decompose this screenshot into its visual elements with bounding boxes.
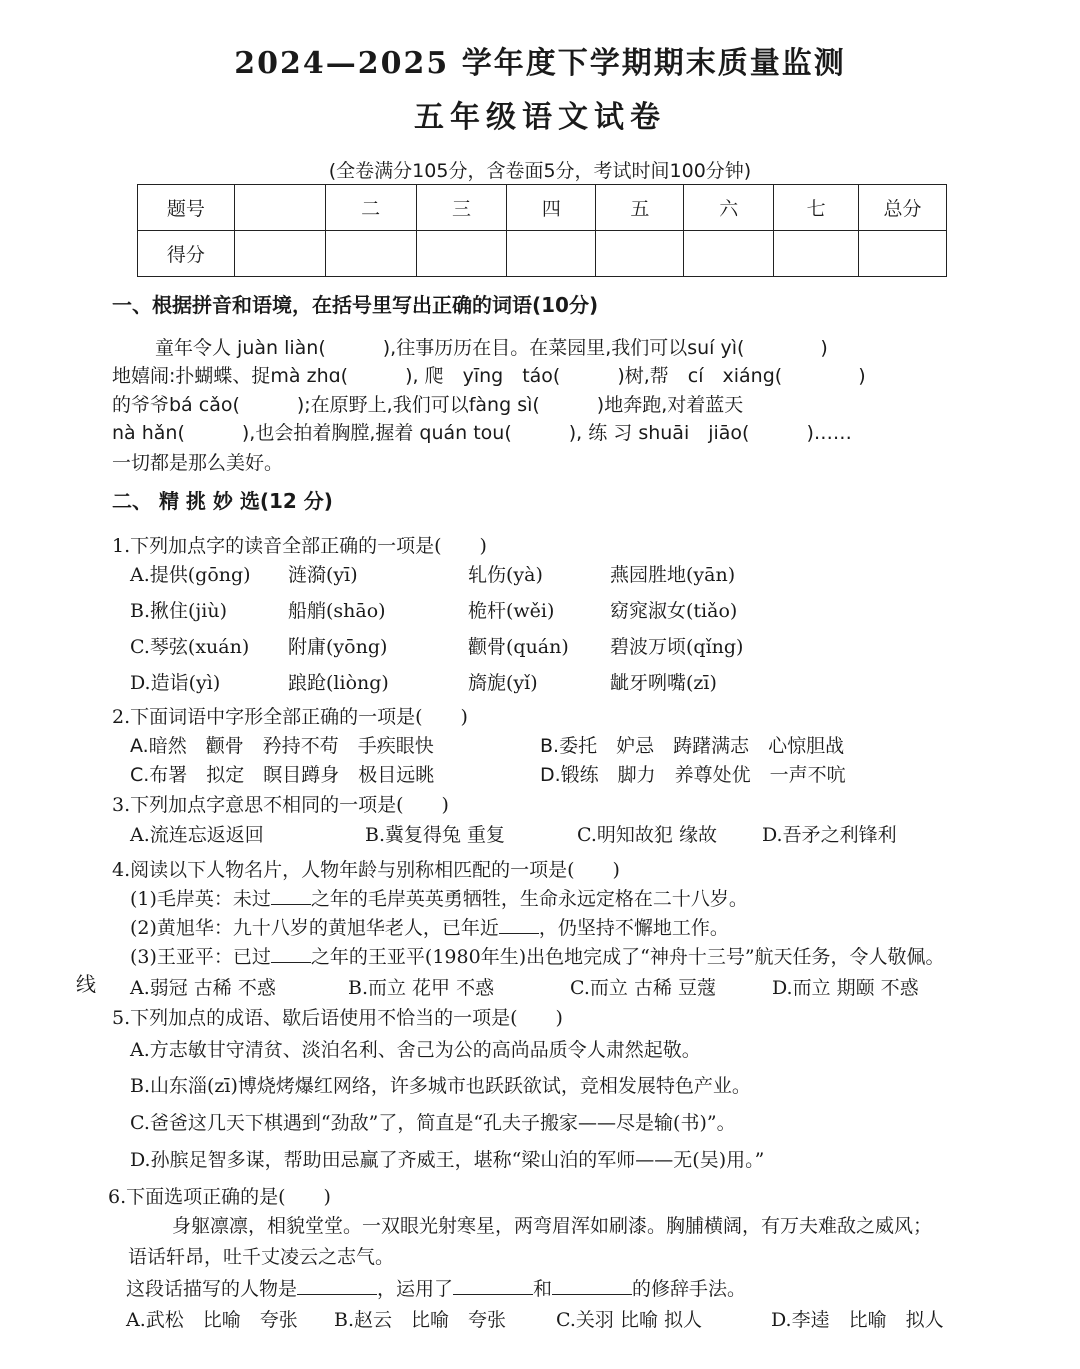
score-cell[interactable] [596,231,684,277]
s1-line-2: 地嬉闹:扑蝴蝶、捉mà zhɑ( ), 爬 yīng táo( )树,帮 cí xiáng( ) [112,365,866,387]
table-cell: 题号 [138,185,235,231]
q3-options [130,822,897,848]
section-1-title: 一、根据拼音和语境，在括号里写出正确的词语(10分) [112,293,599,317]
exam-title: 2024—2025 学年度下学期期末质量监测 [234,46,846,81]
score-table [137,184,947,277]
option-text: B.冀复得兔 重复 [365,824,506,846]
option-text: 涟漪(yī) [288,564,358,586]
q4-options [130,975,919,1001]
fill-blank[interactable] [271,886,311,905]
option-text: D.吾矛之利锋利 [762,824,897,846]
option-text: D.造诣(yì) [130,672,221,694]
question-5: 5.下列加点的成语、歇后语使用不恰当的一项是( ) [112,1007,563,1029]
option-text: 附庸(yōng) [288,636,388,658]
q6-options [126,1307,944,1333]
table-cell [234,185,325,231]
score-cell[interactable] [859,231,947,277]
option-text: A.暗然 颧骨 矜持不苟 手疾眼快 [130,735,434,757]
option-text: D.而立 期颐 不惑 [772,977,919,999]
score-cell[interactable] [325,231,416,277]
item-text: 之年的毛岸英英勇牺牲，生命永远定格在二十八岁。 [310,888,748,910]
exam-subtitle: 五年级语文试卷 [414,100,666,135]
table-cell: 三 [416,185,507,231]
option-text: 颧骨(quán) [468,636,569,658]
score-cell[interactable] [684,231,774,277]
option-text: B.而立 花甲 不惑 [348,977,495,999]
option-text: 窈窕淑女(tiǎo) [610,600,738,622]
option-text: A.武松 比喻 夸张 [126,1309,298,1331]
fill-blank[interactable] [297,1276,377,1295]
option-text: 旖旎(yǐ) [468,672,538,694]
option-text: 燕园胜地(yān) [610,564,736,586]
option-text: 船艄(shāo) [288,600,386,622]
table-cell: 二 [325,185,416,231]
q5-option-c: C.爸爸这几天下棋遇到“劲敌”了，简直是“孔夫子搬家——尽是输(书)”。 [130,1112,736,1134]
item-text: 和 [533,1278,553,1300]
option-text: C.关羽 比喻 拟人 [556,1309,702,1331]
q4-item-1 [130,886,748,912]
item-text: (1)毛岸英：未过 [130,888,271,910]
question-6: 6.下面选项正确的是( ) [108,1186,331,1208]
q2-options-cd [130,762,846,788]
score-cell[interactable] [234,231,325,277]
option-text: D.李逵 比喻 拟人 [771,1309,944,1331]
score-table-score-row [138,231,947,277]
section-2-title: 二、 精 挑 妙 选(12 分) [112,489,333,513]
q1-option-c [130,634,743,660]
option-text: C.而立 古稀 豆蔻 [570,977,716,999]
option-text: C.琴弦(xuán) [130,636,250,658]
table-cell: 得分 [138,231,235,277]
item-text: (3)王亚平：已过 [130,946,271,968]
option-text: C.明知故犯 缘故 [577,824,717,846]
table-cell: 总分 [859,185,947,231]
question-4: 4.阅读以下人物名片，人物年龄与别称相匹配的一项是( ) [112,859,620,881]
s1-line-4: nà hǎn( ),也会拍着胸膛,握着 quán tou( ), 练 习 shuāi jiāo( )…… [112,422,852,444]
score-cell[interactable] [507,231,596,277]
option-text: A.弱冠 古稀 不惑 [130,977,276,999]
item-text: 的修辞手法。 [632,1278,747,1300]
score-cell[interactable] [416,231,507,277]
fill-blank[interactable] [453,1276,533,1295]
table-cell: 四 [507,185,596,231]
option-text: B.赵云 比喻 夸张 [334,1309,507,1331]
q6-passage-2: 语话轩昂，吐千丈凌云之志气。 [128,1246,395,1268]
option-text: A.流连忘返返回 [130,824,264,846]
option-text: A.提供(gōng) [130,564,251,586]
q1-option-a [130,562,735,588]
option-text: C.布署 拟定 瞑目蹲身 极目远眺 [130,764,435,786]
q6-passage-1: 身躯凛凛，相貌堂堂。一双眼光射寒星，两弯眉浑如刷漆。胸脯横阔，有万夫难敌之威风； [172,1215,933,1237]
question-3: 3.下列加点字意思不相同的一项是( ) [112,794,449,816]
q1-option-b [130,598,737,624]
option-text: D.锻练 脚力 养尊处优 一声不吭 [540,764,846,786]
table-cell: 六 [684,185,774,231]
option-text: B.委托 妒忌 踌躇满志 心惊胆战 [540,735,845,757]
s1-line-5: 一切都是那么美好。 [112,452,284,474]
q1-option-d [130,670,717,696]
q2-options-ab [130,733,844,759]
item-text: 之年的王亚平(1980年生)出色地完成了“神舟十三号”航天任务，令人敬佩。 [310,946,945,968]
binding-line-label: 线 [76,972,96,996]
fill-blank[interactable] [552,1276,632,1295]
option-text: 碧波万顷(qǐng) [610,636,744,658]
option-text: 龇牙咧嘴(zī) [610,672,717,694]
item-text: (2)黄旭华：九十八岁的黄旭华老人，已年近 [130,917,499,939]
score-table-header-row [138,185,947,231]
s1-line-1: 童年令人 juàn liàn( ),往事历历在目。在菜园里,我们可以suí yì( ) [155,337,828,359]
item-text: 这段话描写的人物是 [126,1278,298,1300]
question-1: 1.下列加点字的读音全部正确的一项是( ) [112,535,487,557]
q4-item-3 [130,944,945,970]
option-text: 踉跄(liòng) [288,672,389,694]
item-text: ，仍坚持不懈地工作。 [538,917,729,939]
exam-note: (全卷满分105分，含卷面5分，考试时间100分钟) [328,160,752,182]
q5-option-a: A.方志敏甘守清贫、淡泊名利、舍己为公的高尚品质令人肃然起敬。 [130,1039,701,1061]
fill-blank[interactable] [271,944,311,963]
table-cell: 五 [596,185,684,231]
option-text: 轧伤(yà) [468,564,543,586]
fill-blank[interactable] [499,915,539,934]
option-text: 桅杆(wěi) [468,600,555,622]
table-cell: 七 [774,185,859,231]
question-2: 2.下面词语中字形全部正确的一项是( ) [112,706,468,728]
s1-line-3: 的爷爷bá cǎo( );在原野上,我们可以fàng sì( )地奔跑,对着蓝天 [112,394,744,416]
item-text: ，运用了 [377,1278,454,1300]
score-cell[interactable] [774,231,859,277]
q5-option-b: B.山东淄(zī)博烧烤爆红网络，许多城市也跃跃欲试，竞相发展特色产业。 [130,1075,751,1097]
q4-item-2 [130,915,729,941]
q6-fill-line [126,1276,746,1302]
q5-option-d: D.孙膑足智多谋，帮助田忌赢了齐威王，堪称“梁山泊的军师——无(吴)用。” [130,1149,765,1171]
option-text: B.揪住(jiù) [130,600,228,622]
